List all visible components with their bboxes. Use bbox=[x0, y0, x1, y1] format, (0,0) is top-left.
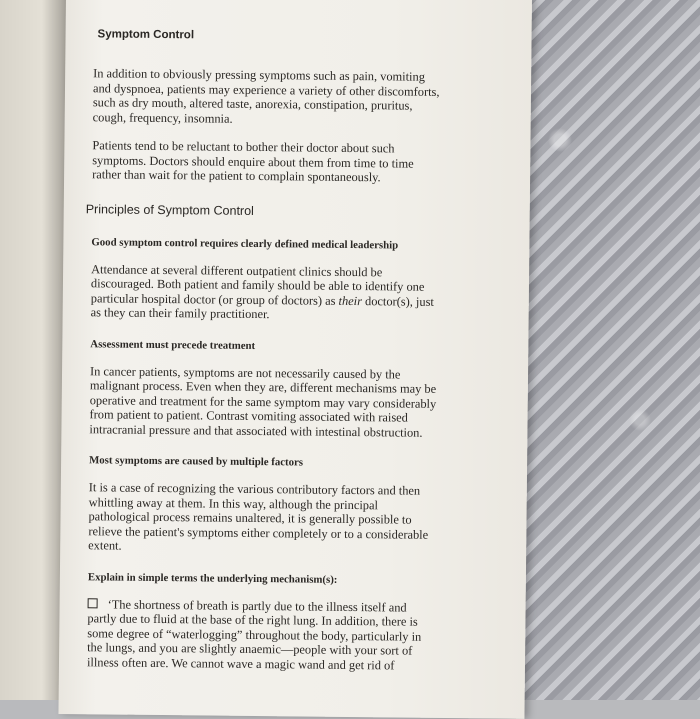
leadership-text-start: Attendance at several different outpatient clinics should be discouraged. Both patient and family should be able to identify one particular hospital doctor (or group of doctors) as bbox=[90, 261, 425, 308]
checkbox-icon bbox=[88, 598, 98, 608]
intro-paragraph-1: In addition to obviously pressing symptoms such as pain, vomiting and dyspnoea, patients may experience a variety of other discomforts, such as dry mouth, altered taste, anorexia, constipation, pruritus, cough, frequency, insomnia. bbox=[92, 66, 440, 126]
subsection-quote-explain bbox=[87, 597, 438, 673]
subsection-heading-assessment: Assessment must precede treatment bbox=[90, 337, 256, 352]
running-header: Symptom Control bbox=[97, 28, 195, 42]
section-title: Principles of Symptom Control bbox=[85, 201, 254, 218]
intro-paragraph-2: Patients tend to be reluctant to bother their doctor about such symptoms. Doctors should enquire about them from time to time rather than wait for the patient to complain spontaneously. bbox=[92, 138, 414, 185]
leadership-text-emphasis: their bbox=[338, 293, 363, 308]
subsection-heading-multiple-factors: Most symptoms are caused by multiple factors bbox=[89, 454, 304, 469]
subsection-text-assessment: In cancer patients, symptoms are not necessarily caused by the malignant process. Even when they are, different mechanisms may be operative and treatment for the same symptom may vary considerably from patient to patient. Contrast vomiting associated with raised intracranial pressure and that associated with intestinal obstruction. bbox=[89, 363, 437, 440]
quote-text: ‘The shortness of breath is partly due to the illness itself and partly due to fluid at the base of the right lung. In addition, there is some degree of “waterlogging” throughout the body, particularly in the lungs, and you are slightly anaemic—people with your sort of illness often are. We cannot wave a magic wand and get rid of bbox=[86, 596, 422, 672]
subsection-text-multiple-factors: It is a case of recognizing the various contributory factors and then whittling away at them. In this way, although the principal pathological process remains unaltered, it is generally possible to relieve the patient's symptoms either completely or to a considerable extent. bbox=[88, 480, 429, 553]
leadership-text-end: doctor(s), just as they can their family practitioner. bbox=[90, 293, 434, 322]
book-page bbox=[58, 0, 532, 719]
subsection-heading-leadership: Good symptom control requires clearly defined medical leadership bbox=[91, 235, 399, 251]
subsection-heading-explain: Explain in simple terms the underlying mechanism(s): bbox=[87, 570, 338, 586]
page-content bbox=[87, 28, 444, 673]
subsection-text-leadership bbox=[91, 262, 442, 324]
